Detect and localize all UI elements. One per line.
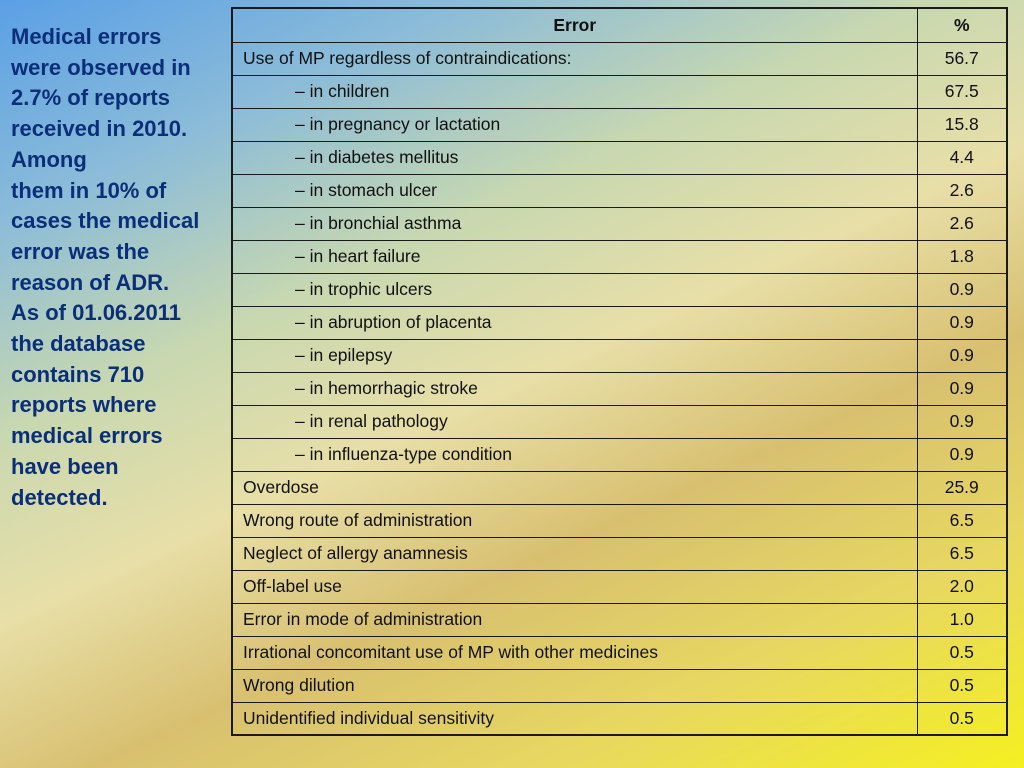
summary-line: them in 10% of xyxy=(11,177,167,203)
error-label: – in trophic ulcers xyxy=(232,273,917,306)
error-label: – in hemorrhagic stroke xyxy=(232,372,917,405)
table-row xyxy=(232,42,1007,75)
error-percent: 6.5 xyxy=(917,537,1007,570)
table-row xyxy=(232,174,1007,207)
summary-line: the database xyxy=(11,331,146,357)
table-row xyxy=(232,108,1007,141)
error-percent: 6.5 xyxy=(917,504,1007,537)
error-label: – in epilepsy xyxy=(232,339,917,372)
table-row xyxy=(232,636,1007,669)
summary-line: contains 710 xyxy=(11,361,145,387)
table-header-row xyxy=(232,8,1007,42)
error-label: – in diabetes mellitus xyxy=(232,141,917,174)
table-row xyxy=(232,405,1007,438)
table-row xyxy=(232,372,1007,405)
summary-line: 2.7% of reports xyxy=(11,85,170,111)
error-percent: 0.5 xyxy=(917,702,1007,735)
table-row xyxy=(232,702,1007,735)
error-percent: 1.0 xyxy=(917,603,1007,636)
summary-line: cases the medical xyxy=(11,208,200,234)
table-row xyxy=(232,207,1007,240)
table-row xyxy=(232,570,1007,603)
header-percent: % xyxy=(917,8,1007,42)
error-percent: 0.9 xyxy=(917,438,1007,471)
error-label: – in pregnancy or lactation xyxy=(232,108,917,141)
error-percent: 0.5 xyxy=(917,669,1007,702)
table-row xyxy=(232,306,1007,339)
table-row xyxy=(232,240,1007,273)
table-row xyxy=(232,504,1007,537)
error-label: Overdose xyxy=(232,471,917,504)
error-label: Off-label use xyxy=(232,570,917,603)
error-percent: 0.5 xyxy=(917,636,1007,669)
table-row xyxy=(232,438,1007,471)
table-row xyxy=(232,471,1007,504)
table-row xyxy=(232,75,1007,108)
summary-line: have been xyxy=(11,453,119,479)
table-row xyxy=(232,339,1007,372)
summary-line: were observed in xyxy=(11,54,191,80)
error-label: – in bronchial asthma xyxy=(232,207,917,240)
summary-line: Medical errors xyxy=(11,24,162,49)
error-percent: 0.9 xyxy=(917,306,1007,339)
error-label: Unidentified individual sensitivity xyxy=(232,702,917,735)
error-percent: 2.6 xyxy=(917,174,1007,207)
medical-errors-table xyxy=(231,7,1008,736)
error-label: Wrong route of administration xyxy=(232,504,917,537)
error-label: – in abruption of placenta xyxy=(232,306,917,339)
error-label: – in children xyxy=(232,75,917,108)
summary-line: detected. xyxy=(11,484,108,510)
error-percent: 0.9 xyxy=(917,339,1007,372)
error-label: – in influenza-type condition xyxy=(232,438,917,471)
summary-line: error was the xyxy=(11,238,150,264)
table-row xyxy=(232,603,1007,636)
summary-line: medical errors xyxy=(11,423,163,449)
table-row xyxy=(232,273,1007,306)
error-label: Neglect of allergy anamnesis xyxy=(232,537,917,570)
summary-text xyxy=(11,22,236,513)
header-error: Error xyxy=(232,8,917,42)
error-label: – in renal pathology xyxy=(232,405,917,438)
table-row xyxy=(232,141,1007,174)
error-percent: 0.9 xyxy=(917,273,1007,306)
error-label: Use of MP regardless of contraindications: xyxy=(232,42,917,75)
error-percent: 15.8 xyxy=(917,108,1007,141)
error-label: – in stomach ulcer xyxy=(232,174,917,207)
summary-line: As of 01.06.2011 xyxy=(11,300,182,326)
error-percent: 0.9 xyxy=(917,405,1007,438)
summary-line: Among xyxy=(11,146,87,172)
error-percent: 4.4 xyxy=(917,141,1007,174)
error-percent: 67.5 xyxy=(917,75,1007,108)
error-percent: 25.9 xyxy=(917,471,1007,504)
error-label: Wrong dilution xyxy=(232,669,917,702)
table-row xyxy=(232,537,1007,570)
summary-line: received in 2010. xyxy=(11,116,188,142)
error-label: – in heart failure xyxy=(232,240,917,273)
summary-line: reports where xyxy=(11,392,157,418)
error-percent: 2.0 xyxy=(917,570,1007,603)
error-label: Irrational concomitant use of MP with other medicines xyxy=(232,636,917,669)
error-label: Error in mode of administration xyxy=(232,603,917,636)
error-percent: 1.8 xyxy=(917,240,1007,273)
error-percent: 56.7 xyxy=(917,42,1007,75)
error-percent: 2.6 xyxy=(917,207,1007,240)
table-row xyxy=(232,669,1007,702)
summary-line: reason of ADR. xyxy=(11,269,170,295)
error-percent: 0.9 xyxy=(917,372,1007,405)
